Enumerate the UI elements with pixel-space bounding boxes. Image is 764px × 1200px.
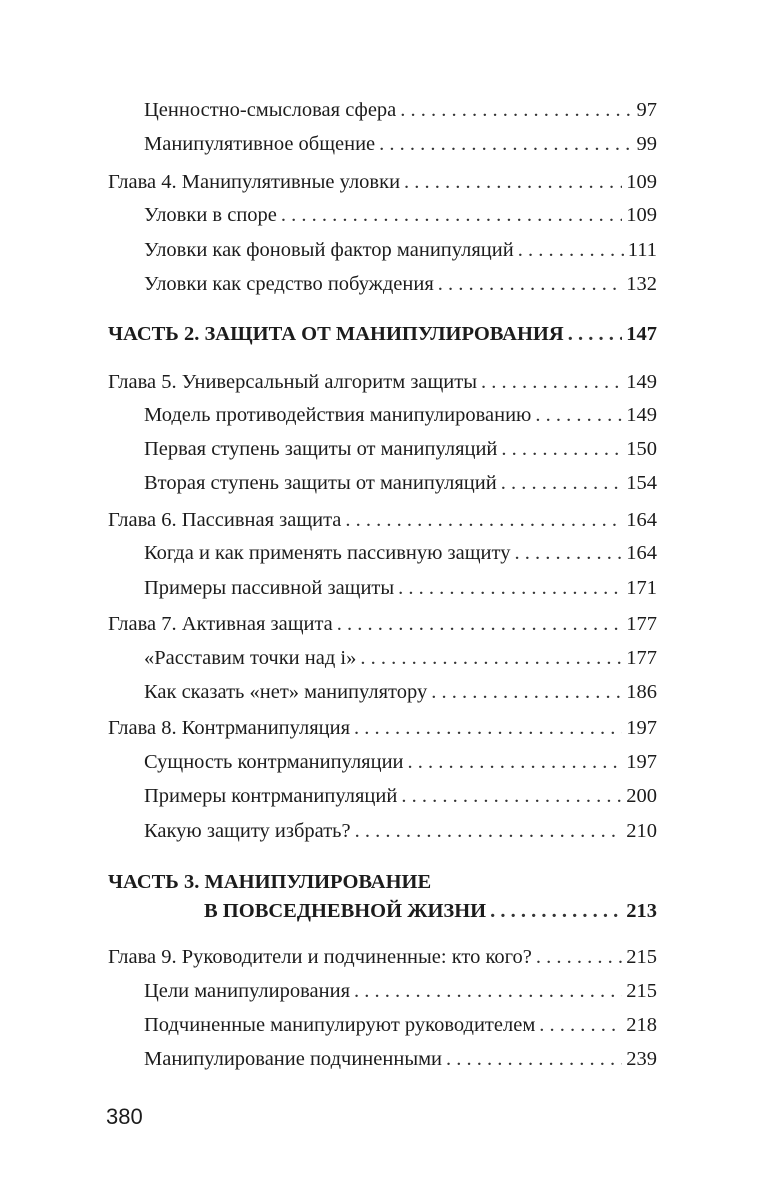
toc-leader-dots <box>568 321 623 347</box>
toc-entry-page: 210 <box>626 820 657 842</box>
toc-entry-page: 97 <box>636 99 657 121</box>
toc-chapter <box>108 507 657 533</box>
toc-entry-page: 177 <box>626 647 657 669</box>
toc-part-heading <box>204 898 657 924</box>
toc-leader-dots <box>514 540 622 566</box>
toc-leader-dots <box>337 611 622 637</box>
toc-chapter <box>108 715 657 741</box>
toc-leader-dots <box>539 1012 622 1038</box>
toc-part-page: 213 <box>626 900 657 922</box>
toc-entry-title: Ценностно-смысловая сфера <box>144 99 397 121</box>
toc-part-page: 147 <box>626 323 657 345</box>
toc-entry-page: 150 <box>626 438 657 460</box>
toc-entry-page: 215 <box>626 980 657 1002</box>
toc-entry-page: 164 <box>626 542 657 564</box>
toc-entry-page: 149 <box>626 404 657 426</box>
toc-entry-title: Какую защиту избрать? <box>144 820 351 842</box>
toc-entry-page: 149 <box>626 371 657 393</box>
toc-entry-title: Как сказать «нет» манипулятору <box>144 681 428 703</box>
toc-entry-title: Цели манипулирования <box>144 980 351 1002</box>
toc-entry <box>144 783 657 809</box>
toc-entry-page: 177 <box>626 613 657 635</box>
toc-leader-dots <box>408 749 623 775</box>
toc-leader-dots <box>518 237 624 263</box>
toc-leader-dots <box>431 679 622 705</box>
toc-entry <box>144 818 657 844</box>
toc-entry-title: «Расставим точки над i» <box>144 647 357 669</box>
toc-entry-title: Когда и как применять пассивную защиту <box>144 542 511 564</box>
toc-entry-page: 200 <box>626 785 657 807</box>
toc-leader-dots <box>536 944 622 970</box>
toc-entry <box>144 540 657 566</box>
toc-entry-title: Уловки как фоновый фактор манипуляций <box>144 239 514 261</box>
toc-entry <box>144 645 657 671</box>
toc-leader-dots <box>438 271 623 297</box>
toc-entry-page: 218 <box>626 1014 657 1036</box>
toc-leader-dots <box>501 436 622 462</box>
toc-entry-title: Манипулирование подчиненными <box>144 1048 443 1070</box>
toc-entry <box>144 237 657 263</box>
toc-entry <box>144 271 657 297</box>
toc-entry <box>144 575 657 601</box>
toc-entry-title: Глава 6. Пассивная защита <box>108 509 342 531</box>
toc-entry <box>144 202 657 228</box>
toc-leader-dots <box>354 978 622 1004</box>
toc-entry <box>144 1012 657 1038</box>
toc-leader-dots <box>404 169 622 195</box>
toc-part-title-continuation: В ПОВСЕДНЕВНОЙ ЖИЗНИ <box>204 900 487 922</box>
toc-leader-dots <box>535 402 622 428</box>
toc-part-heading <box>108 321 657 347</box>
toc-chapter <box>108 611 657 637</box>
toc-leader-dots <box>490 898 622 924</box>
toc-leader-dots <box>398 575 622 601</box>
toc-entry-title: Первая ступень защиты от манипуляций <box>144 438 498 460</box>
toc-leader-dots <box>354 715 622 741</box>
toc-entry <box>144 436 657 462</box>
toc-leader-dots <box>360 645 622 671</box>
toc-entry-title: Глава 9. Руководители и подчиненные: кто кого? <box>108 946 532 968</box>
toc-entry-page: 171 <box>626 577 657 599</box>
toc-entry-title: Уловки как средство побуждения <box>144 273 434 295</box>
toc-entry <box>144 131 657 157</box>
toc-entry-title: Глава 5. Универсальный алгоритм защиты <box>108 371 477 393</box>
toc-leader-dots <box>481 369 622 395</box>
toc-entry-page: 109 <box>626 204 657 226</box>
toc-entry-title: Сущность контрманипуляции <box>144 751 404 773</box>
toc-chapter <box>108 944 657 970</box>
toc-leader-dots <box>401 783 622 809</box>
toc-entry <box>144 1046 657 1072</box>
toc-entry-page: 197 <box>626 717 657 739</box>
toc-entry-page: 109 <box>626 171 657 193</box>
toc-entry-page: 186 <box>626 681 657 703</box>
toc-entry-title: Глава 8. Контрманипуляция <box>108 717 351 739</box>
toc-entry-page: 111 <box>627 239 657 261</box>
toc-entry <box>144 978 657 1004</box>
toc-part-title: ЧАСТЬ 3. МАНИПУЛИРОВАНИЕ <box>108 871 432 893</box>
toc-leader-dots <box>400 97 632 123</box>
toc-chapter <box>108 169 657 195</box>
toc-entry-page: 197 <box>626 751 657 773</box>
toc-entry <box>144 402 657 428</box>
toc-leader-dots <box>379 131 632 157</box>
toc-entry <box>144 679 657 705</box>
toc-entry-page: 99 <box>636 133 657 155</box>
toc-entry-title: Глава 7. Активная защита <box>108 613 333 635</box>
toc-entry-page: 164 <box>626 509 657 531</box>
toc-leader-dots <box>345 507 622 533</box>
toc-entry <box>144 749 657 775</box>
toc-entry-page: 215 <box>626 946 657 968</box>
toc-entry-title: Модель противодействия манипулированию <box>144 404 532 426</box>
toc-entry-title: Манипулятивное общение <box>144 133 376 155</box>
toc-entry <box>144 470 657 496</box>
toc-chapter <box>108 369 657 395</box>
toc-leader-dots <box>355 818 623 844</box>
toc-entry-title: Подчиненные манипулируют руководителем <box>144 1014 536 1036</box>
toc-entry-title: Примеры пассивной защиты <box>144 577 395 599</box>
page-number: 380 <box>106 1104 143 1129</box>
toc-entry-title: Глава 4. Манипулятивные уловки <box>108 171 401 193</box>
toc-entry <box>144 97 657 123</box>
toc-leader-dots <box>281 202 622 228</box>
toc-part-title: ЧАСТЬ 2. ЗАЩИТА ОТ МАНИПУЛИРОВАНИЯ <box>108 323 564 345</box>
toc-leader-dots <box>446 1046 622 1072</box>
toc-entry-title: Вторая ступень защиты от манипуляций <box>144 472 497 494</box>
toc-entry-page: 154 <box>626 472 657 494</box>
toc-entry-page: 132 <box>626 273 657 295</box>
toc-entry-title: Уловки в споре <box>144 204 277 226</box>
toc-leader-dots <box>501 470 623 496</box>
toc-entry-page: 239 <box>626 1048 657 1070</box>
toc-entry-title: Примеры контрманипуляций <box>144 785 398 807</box>
